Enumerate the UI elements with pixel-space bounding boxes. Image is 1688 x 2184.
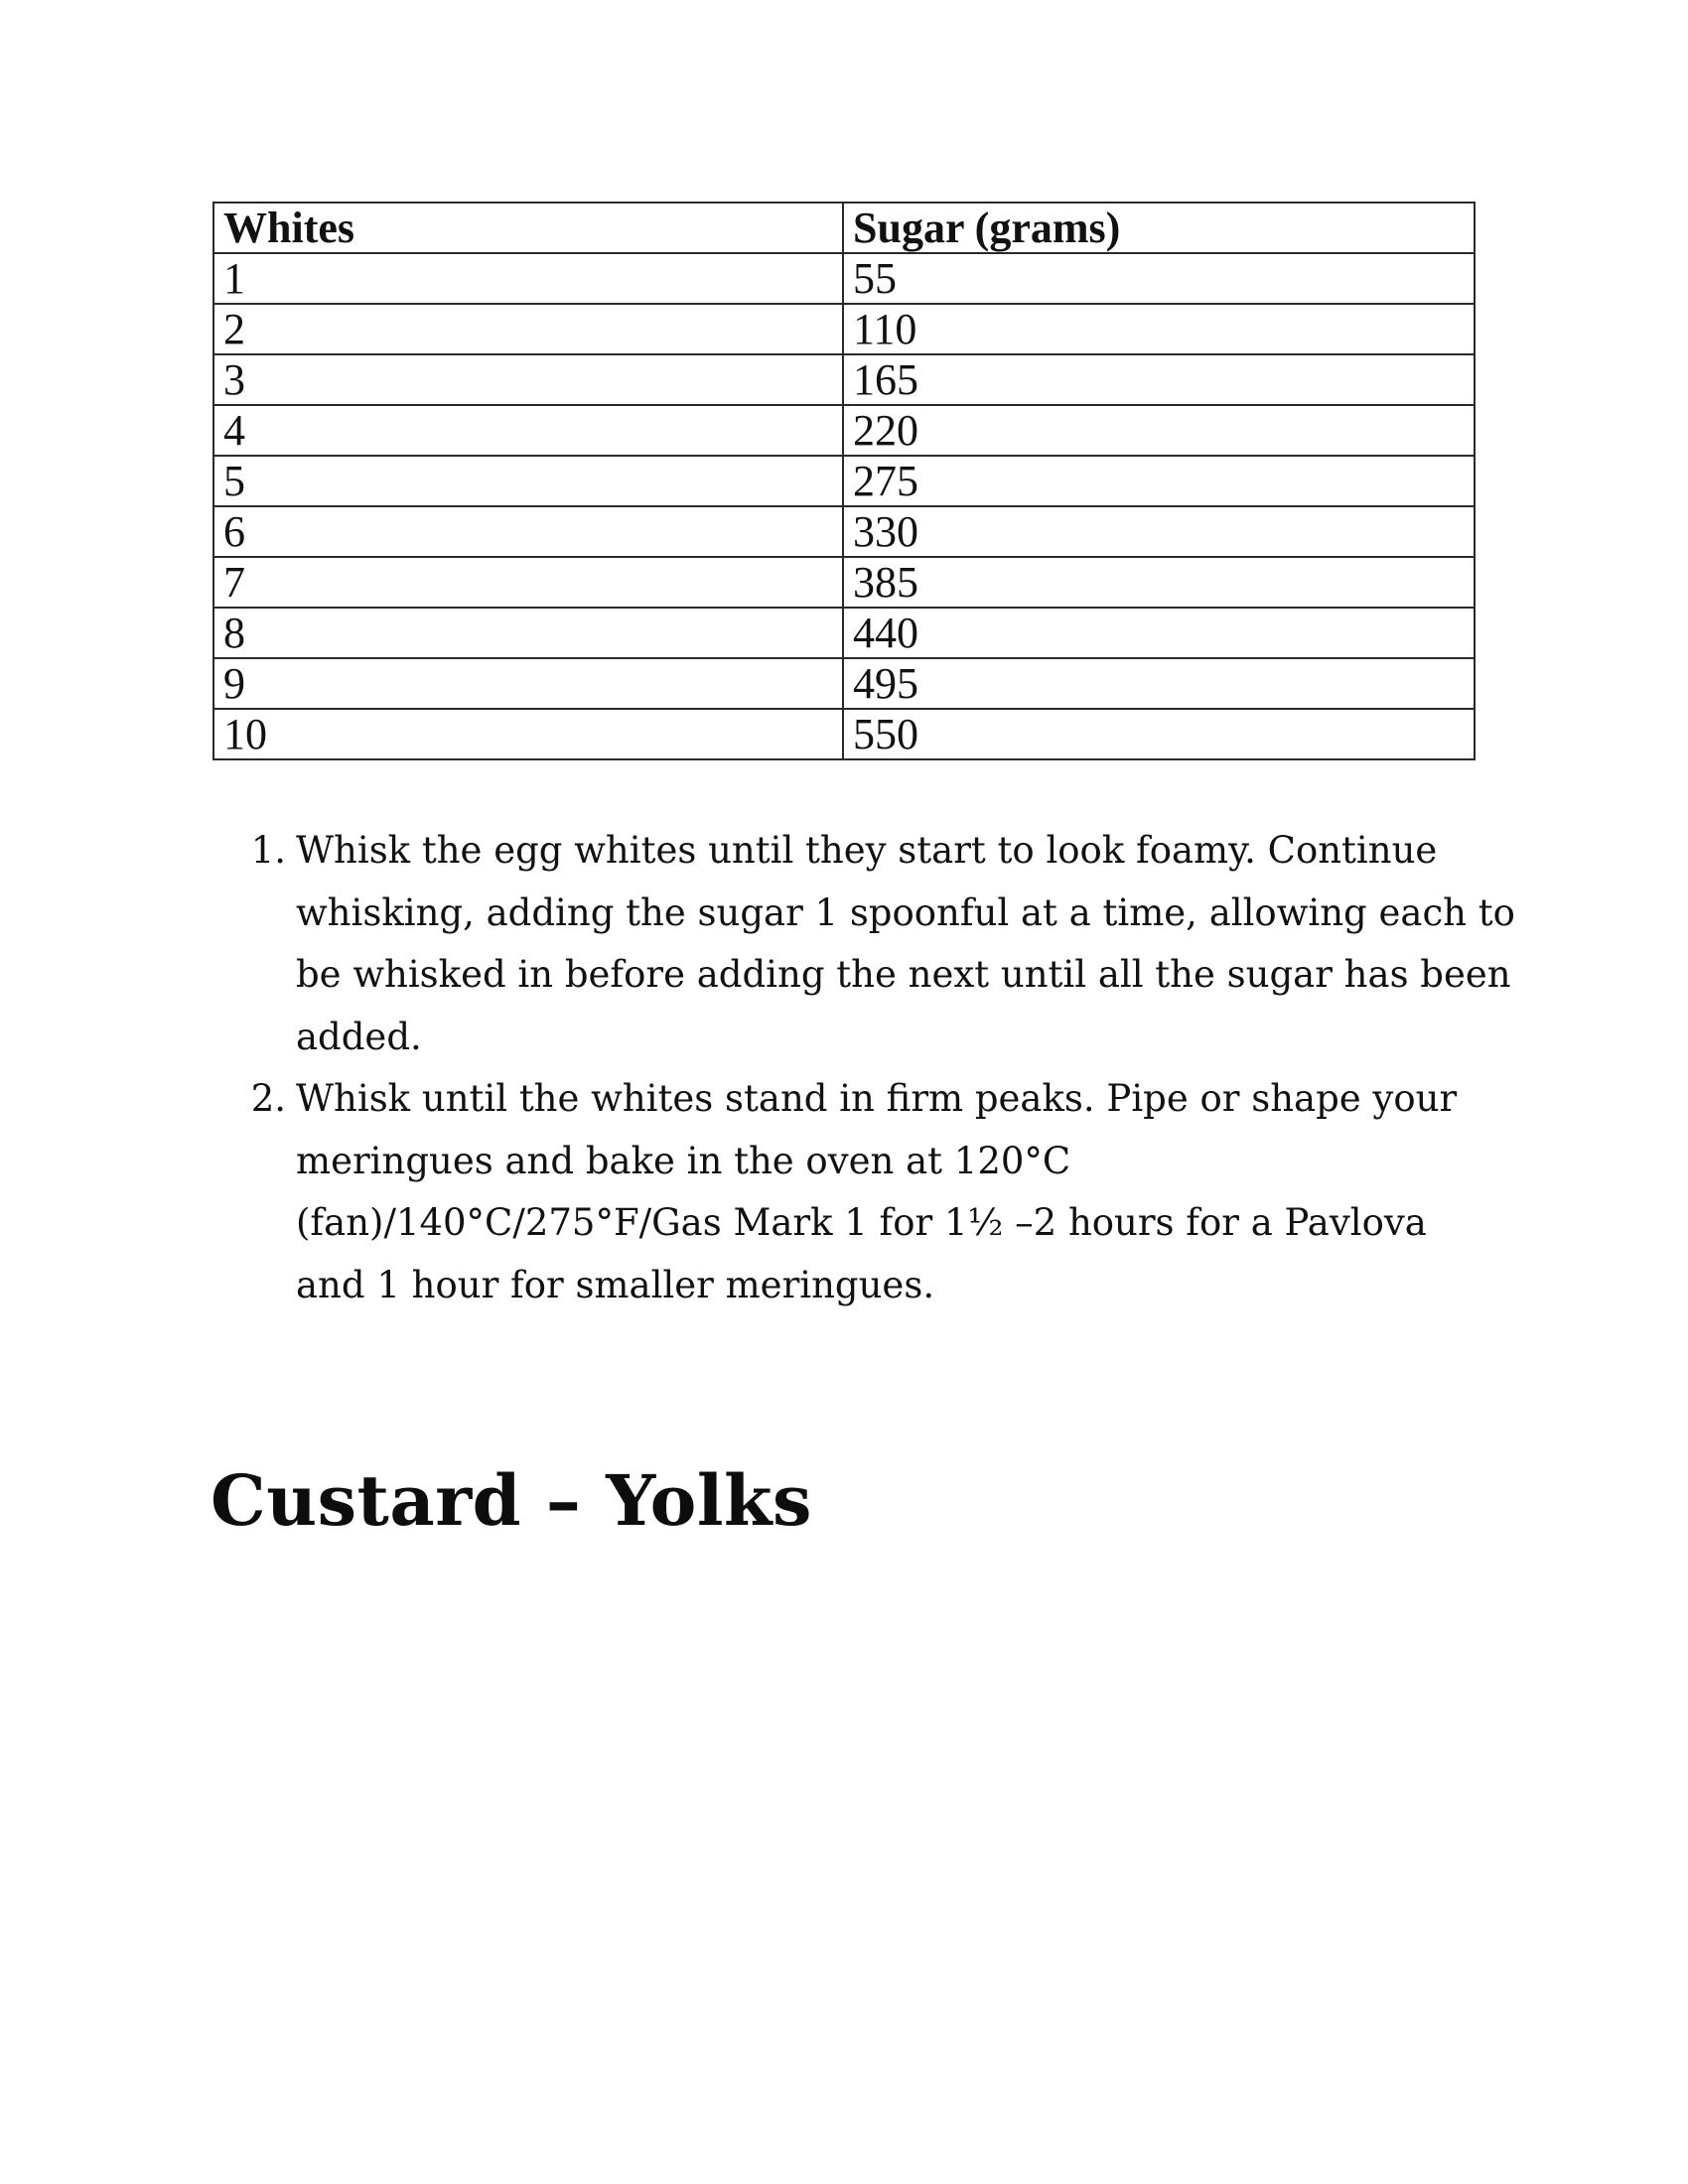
- header-sugar-grams: Sugar (grams): [843, 203, 1475, 253]
- step-number: 1.: [250, 829, 286, 872]
- header-whites: Whites: [213, 203, 843, 253]
- table-row: [213, 658, 1475, 709]
- step-text-line: Whisk until the whites stand in firm peaks. Pipe or shape your: [296, 1077, 1458, 1120]
- step-text-line: (fan)/140°C/275°F/Gas Mark 1 for 1½ –2 hours for a Pavlova: [296, 1201, 1427, 1244]
- step-text-line: be whisked in before adding the next until all the sugar has been: [296, 953, 1511, 996]
- sugar-cell: 220: [843, 405, 1475, 456]
- table-row: [213, 304, 1475, 354]
- sugar-cell: 165: [843, 354, 1475, 405]
- sugar-cell: 55: [843, 253, 1475, 304]
- whites-cell: 7: [213, 557, 843, 608]
- sugar-cell: 495: [843, 658, 1475, 709]
- sugar-cell: 330: [843, 506, 1475, 557]
- step-text-line: and 1 hour for smaller meringues.: [296, 1263, 935, 1306]
- whites-cell: 4: [213, 405, 843, 456]
- table-row: [213, 354, 1475, 405]
- table-row: [213, 506, 1475, 557]
- sugar-cell: 440: [843, 608, 1475, 658]
- sugar-cell: 550: [843, 709, 1475, 759]
- whites-cell: 2: [213, 304, 843, 354]
- whites-cell: 5: [213, 456, 843, 506]
- step-text-line: Whisk the egg whites until they start to look foamy. Continue: [296, 829, 1438, 872]
- sugar-cell: 110: [843, 304, 1475, 354]
- whites-cell: 3: [213, 354, 843, 405]
- step-item: [238, 820, 1515, 1068]
- whites-cell: 6: [213, 506, 843, 557]
- table-row: [213, 557, 1475, 608]
- table-row: [213, 709, 1475, 759]
- whites-cell: 8: [213, 608, 843, 658]
- sugar-cell: 385: [843, 557, 1475, 608]
- step-number: 2.: [250, 1077, 286, 1120]
- step-text-line: whisking, adding the sugar 1 spoonful at a time, allowing each to: [296, 890, 1515, 934]
- whites-cell: 10: [213, 709, 843, 759]
- method-steps: [238, 820, 1515, 1316]
- whites-cell: 1: [213, 253, 843, 304]
- step-text-line: meringues and bake in the oven at 120°C: [296, 1139, 1071, 1182]
- table-header-row: [213, 203, 1475, 253]
- table-row: [213, 405, 1475, 456]
- table-row: [213, 456, 1475, 506]
- step-item: [238, 1068, 1489, 1316]
- sugar-cell: 275: [843, 456, 1475, 506]
- section-heading: Custard – Yolks: [211, 1459, 812, 1542]
- table-row: [213, 608, 1475, 658]
- table-row: [213, 253, 1475, 304]
- step-text-line: added.: [296, 1015, 422, 1058]
- whites-cell: 9: [213, 658, 843, 709]
- whites-sugar-table: [212, 202, 1476, 760]
